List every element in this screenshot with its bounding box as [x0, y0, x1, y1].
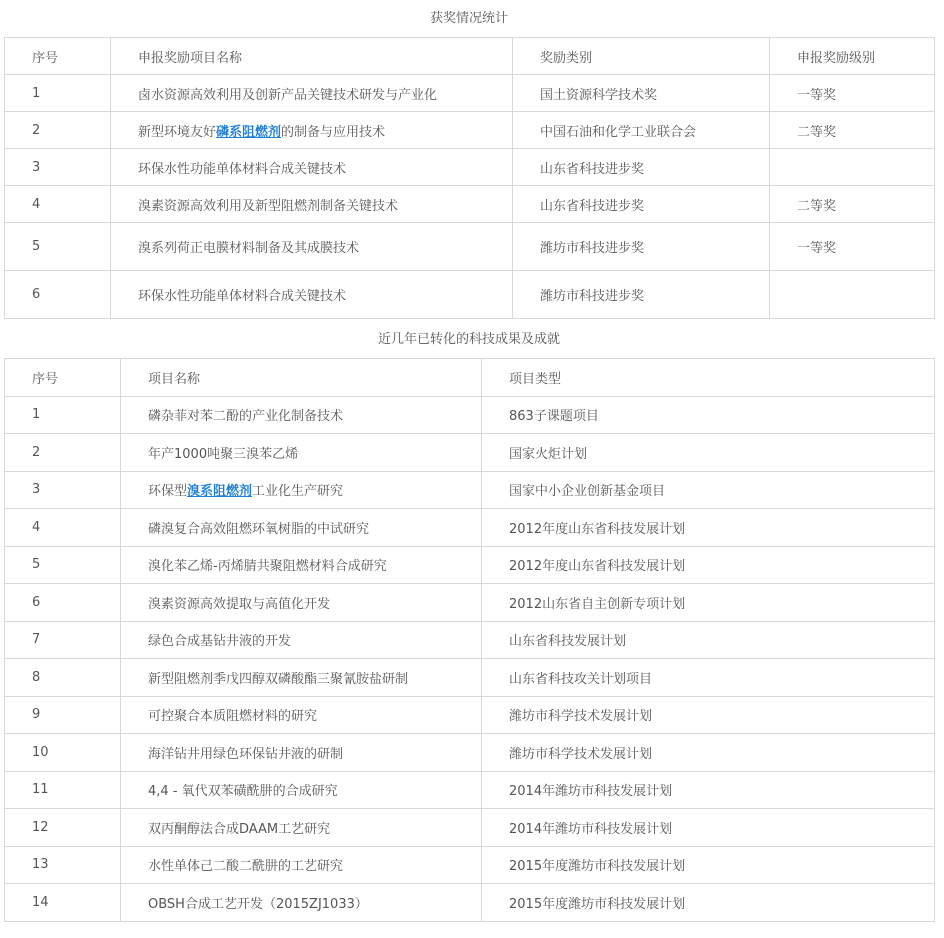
cell-no: 4 [5, 186, 111, 223]
table-row [5, 809, 935, 847]
cell-no: 10 [5, 734, 121, 772]
table-row [5, 223, 935, 271]
cell-type: 2012山东省自主创新专项计划 [482, 584, 935, 622]
cell-category: 潍坊市科技进步奖 [513, 271, 770, 319]
cell-type: 山东省科技发展计划 [482, 621, 935, 659]
cell-name: 卤水资源高效利用及创新产品关键技术研发与产业化 [111, 75, 513, 112]
table-row [5, 621, 935, 659]
cell-level: 二等奖 [770, 112, 935, 149]
cell-type: 2015年度潍坊市科技发展计划 [482, 884, 935, 922]
cell-type: 863子课题项目 [482, 396, 935, 434]
cell-name: 磷杂菲对苯二酚的产业化制备技术 [121, 396, 482, 434]
cell-no: 6 [5, 584, 121, 622]
table-row [5, 696, 935, 734]
cell-name: 年产1000吨聚三溴苯乙烯 [121, 434, 482, 472]
cell-category: 国土资源科学技术奖 [513, 75, 770, 112]
cell-level: 一等奖 [770, 75, 935, 112]
table-row [5, 734, 935, 772]
cell-no: 2 [5, 434, 121, 472]
cell-level [770, 271, 935, 319]
cell-type: 2012年度山东省科技发展计划 [482, 509, 935, 547]
achievements-table [4, 358, 935, 922]
cell-no: 3 [5, 471, 121, 509]
name-suffix: 的制备与应用技术 [281, 124, 386, 140]
table-row [5, 509, 935, 547]
cell-no: 1 [5, 396, 121, 434]
table-row [5, 471, 935, 509]
cell-type: 国家火炬计划 [482, 434, 935, 472]
name-prefix: 新型环境友好 [138, 124, 217, 140]
achievements-caption: 近几年已转化的科技成果及成就 [377, 332, 560, 347]
table-row [5, 434, 935, 472]
cell-name: 溴系列荷正电膜材料制备及其成膜技术 [111, 223, 513, 271]
cell-category: 山东省科技进步奖 [513, 186, 770, 223]
column-header-type: 项目类型 [482, 359, 935, 397]
cell-category: 中国石油和化学工业联合会 [513, 112, 770, 149]
column-header-no: 序号 [5, 38, 111, 75]
cell-no: 5 [5, 546, 121, 584]
cell-no: 12 [5, 809, 121, 847]
cell-name: 溴素资源高效提取与高值化开发 [121, 584, 482, 622]
cell-no: 13 [5, 846, 121, 884]
cell-no: 4 [5, 509, 121, 547]
cell-no: 7 [5, 621, 121, 659]
table-row [5, 884, 935, 922]
cell-category: 山东省科技进步奖 [513, 149, 770, 186]
cell-name: 溴化苯乙烯-丙烯腈共聚阻燃材料合成研究 [121, 546, 482, 584]
cell-type: 山东省科技攻关计划项目 [482, 659, 935, 697]
column-header-level: 申报奖励级别 [770, 38, 935, 75]
cell-no: 6 [5, 271, 111, 319]
keyword-link-phosphorus-flame-retardant[interactable]: 磷系阻燃剂 [216, 124, 282, 140]
table-row [5, 771, 935, 809]
table-header-row [5, 38, 935, 75]
column-header-name: 项目名称 [121, 359, 482, 397]
cell-type: 2014年潍坊市科技发展计划 [482, 771, 935, 809]
cell-no: 3 [5, 149, 111, 186]
keyword-link-bromine-flame-retardant[interactable]: 溴系阻燃剂 [187, 484, 253, 500]
awards-caption: 获奖情况统计 [429, 11, 508, 26]
cell-type: 潍坊市科学技术发展计划 [482, 734, 935, 772]
table-row [5, 846, 935, 884]
column-header-no: 序号 [5, 359, 121, 397]
cell-name [121, 471, 482, 509]
cell-no: 14 [5, 884, 121, 922]
cell-name: 环保水性功能单体材料合成关键技术 [111, 149, 513, 186]
column-header-category: 奖励类别 [513, 38, 770, 75]
cell-type: 2015年度潍坊市科技发展计划 [482, 846, 935, 884]
cell-no: 5 [5, 223, 111, 271]
table-row [5, 271, 935, 319]
table-row [5, 584, 935, 622]
cell-level [770, 149, 935, 186]
cell-name: 环保水性功能单体材料合成关键技术 [111, 271, 513, 319]
table-row [5, 396, 935, 434]
cell-category: 潍坊市科技进步奖 [513, 223, 770, 271]
cell-name: 水性单体己二酸二酰肼的工艺研究 [121, 846, 482, 884]
cell-name: 可控聚合本质阻燃材料的研究 [121, 696, 482, 734]
cell-name: 海洋钻井用绿色环保钻井液的研制 [121, 734, 482, 772]
table-header-row [5, 359, 935, 397]
cell-type: 国家中小企业创新基金项目 [482, 471, 935, 509]
name-prefix: 环保型 [148, 484, 188, 500]
column-header-name: 申报奖励项目名称 [111, 38, 513, 75]
name-suffix: 工业化生产研究 [252, 484, 344, 500]
table-row [5, 546, 935, 584]
cell-name: 绿色合成基钻井液的开发 [121, 621, 482, 659]
table-row [5, 186, 935, 223]
table-row [5, 75, 935, 112]
cell-no: 8 [5, 659, 121, 697]
cell-name: OBSH合成工艺开发（2015ZJ1033） [121, 884, 482, 922]
cell-no: 2 [5, 112, 111, 149]
awards-table [4, 37, 935, 319]
cell-name [111, 112, 513, 149]
cell-name: 双丙酮醇法合成DAAM工艺研究 [121, 809, 482, 847]
cell-level: 二等奖 [770, 186, 935, 223]
cell-no: 1 [5, 75, 111, 112]
table-row [5, 149, 935, 186]
cell-name: 新型阻燃剂季戊四醇双磷酸酯三聚氰胺盐研制 [121, 659, 482, 697]
cell-type: 潍坊市科学技术发展计划 [482, 696, 935, 734]
cell-name: 4,4 - 氧代双苯磺酰肼的合成研究 [121, 771, 482, 809]
cell-level: 一等奖 [770, 223, 935, 271]
cell-no: 9 [5, 696, 121, 734]
cell-no: 11 [5, 771, 121, 809]
cell-type: 2012年度山东省科技发展计划 [482, 546, 935, 584]
cell-name: 磷溴复合高效阻燃环氧树脂的中试研究 [121, 509, 482, 547]
cell-type: 2014年潍坊市科技发展计划 [482, 809, 935, 847]
cell-name: 溴素资源高效利用及新型阻燃剂制备关键技术 [111, 186, 513, 223]
table-row [5, 112, 935, 149]
table-row [5, 659, 935, 697]
